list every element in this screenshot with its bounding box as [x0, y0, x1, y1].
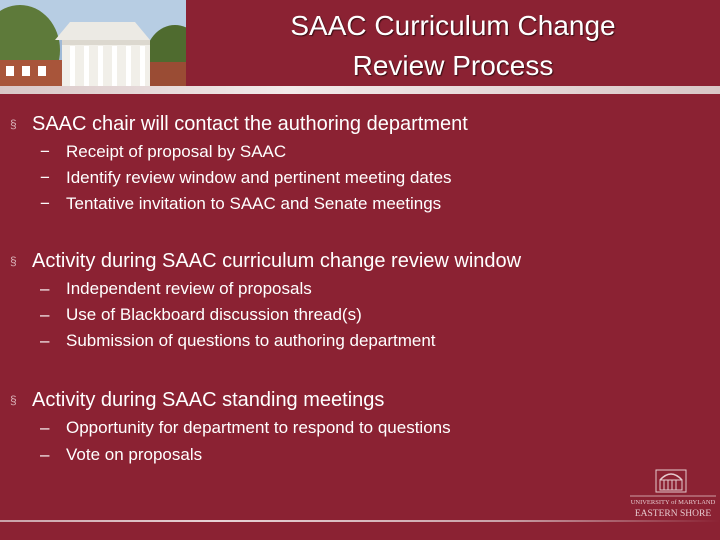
bullet-text: Receipt of proposal by SAAC [66, 142, 287, 161]
bullet-level2 [40, 444, 202, 466]
bullet-level2 [40, 330, 436, 352]
dash-icon: − [40, 142, 50, 161]
dash-icon: – [40, 418, 50, 437]
footer-divider [0, 520, 720, 522]
header-divider [0, 86, 720, 94]
bullet-text: Activity during SAAC standing meetings [32, 389, 385, 411]
bullet-level2 [40, 417, 451, 439]
dash-icon: – [40, 331, 50, 350]
dash-icon: − [40, 168, 50, 187]
bullet-level2 [40, 167, 452, 189]
bullet-level2 [40, 193, 441, 215]
bullet-level2 [40, 278, 312, 300]
bullet-text: SAAC chair will contact the authoring department [32, 113, 468, 135]
bullet-text: Opportunity for department to respond to questions [66, 418, 451, 437]
slide-title-line1: SAAC Curriculum Change [290, 10, 616, 41]
bullet-text: Submission of questions to authoring department [66, 331, 436, 350]
bullet-level1 [10, 112, 468, 136]
bullet-level1 [10, 388, 384, 412]
square-bullet-icon: § [10, 393, 17, 407]
bullet-text: Activity during SAAC curriculum change review window [32, 250, 522, 272]
dash-icon: − [40, 194, 50, 213]
bullet-text: Use of Blackboard discussion thread(s) [66, 305, 362, 324]
bullet-text: Vote on proposals [66, 445, 203, 464]
slide-title [186, 6, 720, 86]
dash-icon: – [40, 279, 50, 298]
bullet-level2 [40, 304, 362, 326]
square-bullet-icon: § [10, 254, 17, 268]
header-building-photo [0, 0, 186, 86]
square-bullet-icon: § [10, 117, 17, 131]
bullet-text: Tentative invitation to SAAC and Senate meetings [66, 194, 442, 213]
logo-line2: EASTERN SHORE [634, 509, 712, 519]
dash-icon: – [40, 305, 50, 324]
slide-title-line2: Review Process [352, 50, 554, 81]
bullet-text: Independent review of proposals [66, 279, 312, 298]
logo-line1: UNIVERSITY of MARYLAND [630, 499, 716, 506]
dash-icon: – [40, 445, 50, 464]
bullet-level1 [10, 249, 521, 273]
umes-logo [626, 466, 720, 522]
bullet-level2 [40, 141, 286, 163]
bullet-text: Identify review window and pertinent meeting dates [66, 168, 452, 187]
